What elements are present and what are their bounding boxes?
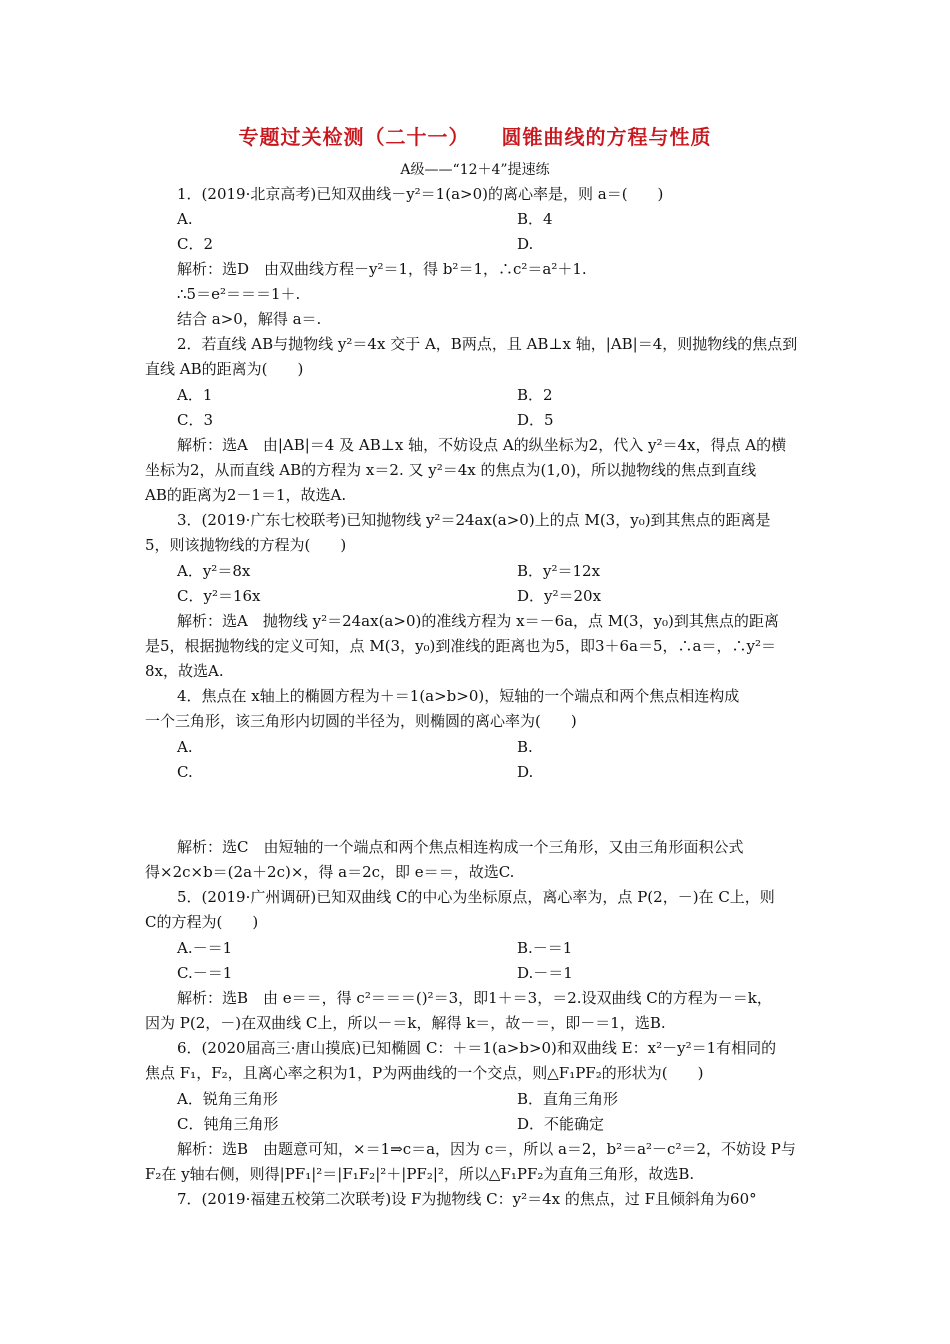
- solution-line: 解析：选A 由|AB|＝4 及 AB⊥x 轴，不妨设点 A的纵坐标为2，代入 y²＝4x，得点 A的横: [177, 436, 787, 454]
- question-7-text: 7．(2019·福建五校第二次联考)设 F为抛物线 C：y²＝4x 的焦点，过 F且倾斜角为60°: [177, 1190, 757, 1208]
- question-6-text: 焦点 F₁，F₂，且离心率之积为1，P为两曲线的一个交点，则△F₁PF₂的形状为( ): [145, 1064, 704, 1082]
- option-c: C．钝角三角形: [177, 1115, 279, 1133]
- option-c: C．2: [177, 235, 214, 253]
- option-d: D.: [517, 763, 534, 781]
- solution-line: 解析：选B 由 e＝＝，得 c²＝＝＝()²＝3，即1＋＝3，＝2.设双曲线 C的方程为－＝k，: [177, 989, 772, 1007]
- option-a: A．1: [177, 386, 213, 404]
- option-c: C．3: [177, 411, 214, 429]
- option-b: B．2: [517, 386, 553, 404]
- question-1-text: 1．(2019·北京高考)已知双曲线－y²＝1(a>0)的离心率是，则 a＝( ): [177, 185, 664, 203]
- solution-line: AB的距离为2－1＝1，故选A.: [145, 486, 347, 504]
- solution-line: F₂在 y轴右侧，则得|PF₁|²＝|F₁F₂|²＋|PF₂|²，所以△F₁PF₂为直角三角形，故选B.: [145, 1165, 695, 1183]
- solution-line: 解析：选A 抛物线 y²＝24ax(a>0)的准线方程为 x＝－6a，点 M(3，y₀)到其焦点的距离: [177, 612, 779, 630]
- solution-line: 解析：选D 由双曲线方程－y²＝1，得 b²＝1，∴c²＝a²＋1.: [177, 260, 587, 278]
- question-2-text: 直线 AB的距离为( ): [145, 360, 304, 378]
- option-d: D.－＝1: [517, 964, 573, 982]
- option-c: C.－＝1: [177, 964, 233, 982]
- solution-line: 8x，故选A.: [145, 662, 224, 680]
- title-series: 专题过关检测（二十一）: [238, 125, 470, 149]
- question-2-text: 2．若直线 AB与抛物线 y²＝4x 交于 A，B两点，且 AB⊥x 轴，|AB|＝4，则抛物线的焦点到: [177, 335, 798, 353]
- section-subtitle: A级——“12＋4”提速练: [400, 162, 550, 178]
- option-d: D．不能确定: [517, 1115, 605, 1133]
- solution-line: 结合 a>0，解得 a＝.: [177, 310, 322, 328]
- option-b: B.－＝1: [517, 939, 573, 957]
- solution-line: 是5，根据抛物线的定义可知，点 M(3，y₀)到准线的距离也为5，即3＋6a＝5，∴a＝，∴y²＝: [145, 637, 776, 655]
- page-title: [0, 121, 950, 150]
- option-a: A．锐角三角形: [177, 1090, 278, 1108]
- question-3-text: 5，则该抛物线的方程为( ): [145, 536, 347, 554]
- option-d: D.: [517, 235, 534, 253]
- option-d: D．5: [517, 411, 554, 429]
- solution-line: 解析：选B 由题意可知，×＝1⇒c＝a，因为 c＝，所以 a＝2，b²＝a²－c²＝2，不妨设 P与: [177, 1140, 796, 1158]
- option-a: A.: [177, 210, 193, 228]
- solution-line: 因为 P(2，－)在双曲线 C上，所以－＝k，解得 k＝，故－＝，即－＝1，选B.: [145, 1014, 666, 1032]
- solution-line: 解析：选C 由短轴的一个端点和两个焦点相连构成一个三角形，又由三角形面积公式: [177, 838, 744, 856]
- question-6-text: 6．(2020届高三·唐山摸底)已知椭圆 C：＋＝1(a>b>0)和双曲线 E：x²－y²＝1有相同的: [177, 1039, 777, 1057]
- option-a: A.－＝1: [177, 939, 233, 957]
- option-c: C．y²＝16x: [177, 587, 261, 605]
- option-a: A．y²＝8x: [177, 562, 251, 580]
- question-5-text: C的方程为( ): [145, 913, 259, 931]
- question-3-text: 3．(2019·广东七校联考)已知抛物线 y²＝24ax(a>0)上的点 M(3，y₀)到其焦点的距离是: [177, 511, 771, 529]
- question-4-text: 一个三角形，该三角形内切圆的半径为，则椭圆的离心率为( ): [145, 712, 577, 730]
- option-b: B．4: [517, 210, 553, 228]
- solution-line: 得×2c×b＝(2a＋2c)×，得 a＝2c，即 e＝＝，故选C.: [145, 863, 515, 881]
- option-b: B．直角三角形: [517, 1090, 619, 1108]
- option-c: C.: [177, 763, 193, 781]
- option-a: A.: [177, 738, 193, 756]
- question-5-text: 5．(2019·广州调研)已知双曲线 C的中心为坐标原点，离心率为，点 P(2，－)在 C上，则: [177, 888, 775, 906]
- option-d: D．y²＝20x: [517, 587, 602, 605]
- question-4-text: 4．焦点在 x轴上的椭圆方程为＋＝1(a>b>0)，短轴的一个端点和两个焦点相连构成: [177, 687, 740, 705]
- solution-line: ∴5＝e²＝＝＝1＋.: [177, 285, 301, 303]
- title-topic: 圆锥曲线的方程与性质: [501, 125, 712, 149]
- solution-line: 坐标为2，从而直线 AB的方程为 x＝2. 又 y²＝4x 的焦点为(1,0)，所以抛物线的焦点到直线: [145, 461, 757, 479]
- option-b: B．y²＝12x: [517, 562, 601, 580]
- option-b: B.: [517, 738, 533, 756]
